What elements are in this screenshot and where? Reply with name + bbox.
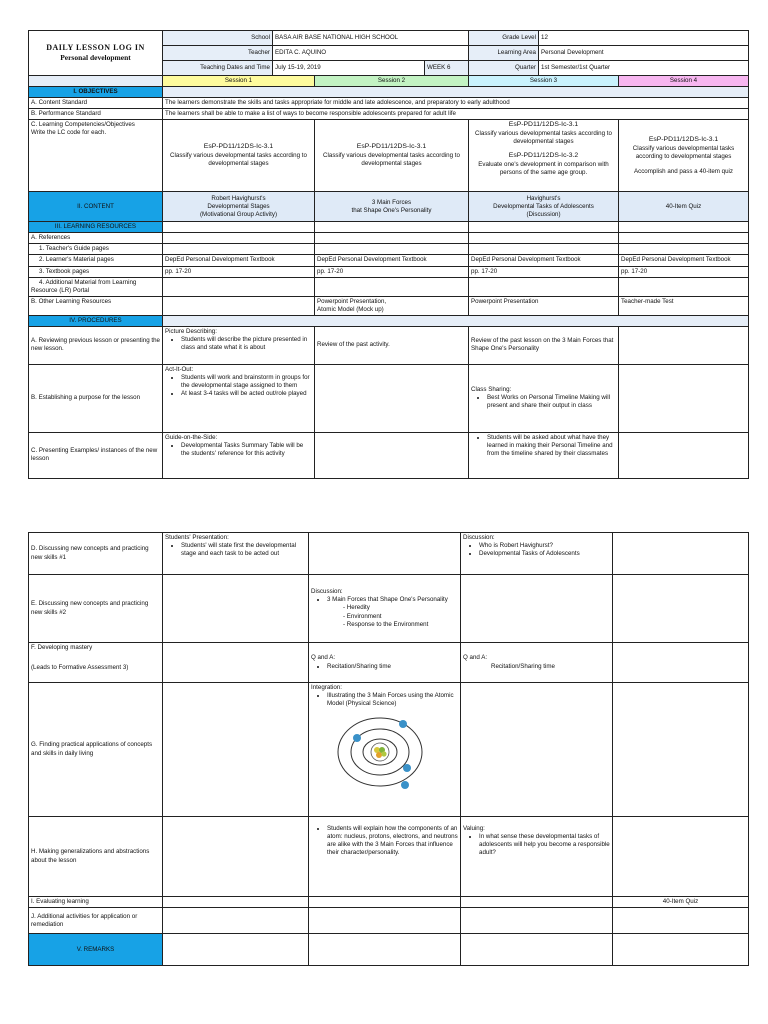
proc-h-s3-item: • In what sense these developmental tasks of adolescents will help you become a responsible adult?	[479, 833, 610, 857]
proc-e-s2-item: • 3 Main Forces that Shape One's Personality	[327, 596, 458, 604]
s2-content	[315, 192, 469, 222]
am-blank-1	[163, 277, 315, 296]
proc-g-s4	[613, 683, 749, 817]
competencies-label-2: Write the LC code for each.	[31, 129, 107, 137]
s1-lc-code: EsP-PD11/12DS-Ic-3.1	[203, 143, 274, 151]
competencies-label-1: C. Learning Competencies/Objectives	[31, 121, 135, 129]
proc-h-label: H. Making generalizations and abstractions about the lesson	[29, 817, 163, 897]
proc-b-s4	[619, 364, 749, 432]
proc-a-s2: Review of the past activity.	[315, 326, 469, 364]
proc-f-s2-item: • Recitation/Sharing time	[327, 663, 458, 671]
s1-competency	[163, 120, 315, 192]
proc-j-s1	[163, 908, 309, 934]
res-blank-4	[619, 222, 749, 233]
res-blank-1	[163, 222, 315, 233]
proc-d-s1	[163, 533, 309, 575]
week-value: WEEK 6	[425, 61, 469, 76]
additional-material-label	[29, 277, 163, 296]
proc-a-s1-item: • Students will describe the picture presented in class and state what it is about	[181, 336, 312, 352]
proc-f-s3-title: Q and A:	[463, 654, 488, 662]
am-blank-3	[469, 277, 619, 296]
competencies-label	[29, 120, 163, 192]
proc-e-s1	[163, 575, 309, 643]
proc-b-s1-title: Act-It-Out:	[165, 365, 194, 373]
grade-label: Grade Level	[469, 31, 539, 46]
tg-blank-1	[163, 244, 315, 255]
ref-blank-4	[619, 233, 749, 244]
proc-h-s3-title: Valuing:	[463, 825, 485, 832]
proc-g-s1	[163, 683, 309, 817]
proc-j-s2	[309, 908, 461, 934]
lesson-log-table-top	[28, 30, 749, 479]
proc-f-s2	[309, 643, 461, 683]
or-s2	[315, 296, 469, 315]
resources-heading: III. LEARNING RESOURCES	[29, 222, 163, 233]
proc-f-s2-title: Q and A:	[311, 654, 336, 662]
proc-h-s3	[461, 817, 613, 897]
proc-c-label: C. Presenting Examples/ instances of the new lesson	[29, 432, 163, 478]
remarks-s1	[163, 934, 309, 966]
area-value: Personal Development	[539, 46, 749, 61]
title-line-1: DAILY LESSON LOG IN	[46, 42, 145, 52]
proc-e-s2	[309, 575, 461, 643]
s2-lc-text: Classify various developmental tasks according to developmental stages	[323, 152, 460, 168]
s3-content-line-1: Havighurst's	[526, 194, 561, 202]
proc-g-label: G. Finding practical applications of concepts and skills in daily living	[29, 683, 163, 817]
remarks-s3	[461, 934, 613, 966]
tp-s2: pp. 17-20	[315, 266, 469, 277]
proc-b-s3-item: • Best Works on Personal Timeline Making will present and share their output in class	[487, 394, 616, 410]
tp-s3: pp. 17-20	[469, 266, 619, 277]
proc-h-s1	[163, 817, 309, 897]
teacher-value: EDITA C. AQUINO	[273, 46, 469, 61]
performance-standard-label: B. Performance Standard	[29, 109, 163, 120]
proc-b-s1	[163, 364, 315, 432]
session-1-header: Session 1	[163, 76, 315, 87]
additional-line-1: 4. Additional Material from Learning	[39, 278, 137, 286]
s1-content	[163, 192, 315, 222]
or-s2-line-2: Atomic Model (Mock up)	[317, 305, 384, 313]
or-s4: Teacher-made Test	[619, 296, 749, 315]
proc-i-s1	[163, 897, 309, 908]
proc-d-s1-title: Students' Presentation:	[165, 534, 229, 541]
proc-c-s3-item: • Students will be asked about what have they learned in making their Personal Timeline and from the timeline shared by their classmates	[487, 434, 616, 458]
remarks-s2	[309, 934, 461, 966]
proc-i-s2	[309, 897, 461, 908]
session-2-header: Session 2	[315, 76, 469, 87]
quarter-value: 1st Semester/1st Quarter	[539, 61, 749, 76]
am-blank-2	[315, 277, 469, 296]
proc-d-s1-item: • Students' will state first the developmental stage and each task to be acted out	[181, 542, 306, 558]
proc-f-s3	[461, 643, 613, 683]
proc-d-s2	[309, 533, 461, 575]
content-standard-label: A. Content Standard	[29, 98, 163, 109]
proc-d-s3-title: Discussion:	[463, 534, 495, 541]
proc-i-label: I. Evaluating learning	[29, 897, 163, 908]
proc-i-s4: 40-Item Quiz	[613, 897, 749, 908]
proc-f-label-1: F. Developing mastery	[31, 644, 93, 651]
tg-blank-4	[619, 244, 749, 255]
remarks-s4	[613, 934, 749, 966]
proc-d-label: D. Discussing new concepts and practicing new skills #1	[29, 533, 163, 575]
proc-j-s3	[461, 908, 613, 934]
proc-e-s2-sub-2: - Environment	[343, 613, 458, 621]
proc-c-s1-title: Guide-on-the-Side:	[165, 433, 218, 441]
s3-competency	[469, 120, 619, 192]
proc-f-s3-item: Recitation/Sharing time	[491, 662, 555, 670]
proc-i-s3	[461, 897, 613, 908]
lesson-log-table-bottom	[28, 532, 749, 966]
performance-standard-text: The learners shall be able to make a list of ways to become responsible adolescents prepared for adult life	[163, 109, 749, 120]
proc-c-s1-item: • Developmental Tasks Summary Table will be the students' reference for this activity	[181, 442, 312, 458]
tg-blank-2	[315, 244, 469, 255]
lm-s2: DepEd Personal Development Textbook	[315, 255, 469, 266]
procedures-blank	[163, 315, 749, 326]
proc-d-s4	[613, 533, 749, 575]
proc-e-s4	[613, 575, 749, 643]
lesson-log-page-2	[28, 532, 748, 966]
proc-g-s2-title: Integration:	[311, 684, 342, 691]
proc-c-s2	[315, 432, 469, 478]
lm-s3: DepEd Personal Development Textbook	[469, 255, 619, 266]
teachers-guide-label: 1. Teacher's Guide pages	[29, 244, 163, 255]
tp-s4: pp. 17-20	[619, 266, 749, 277]
other-resources-label: B. Other Learning Resources	[29, 296, 163, 315]
dates-value: July 15-19, 2019	[273, 61, 425, 76]
s4-competency	[619, 120, 749, 192]
proc-c-s4	[619, 432, 749, 478]
proc-b-label: B. Establishing a purpose for the lesson	[29, 364, 163, 432]
session-4-header: Session 4	[619, 76, 749, 87]
ref-blank-2	[315, 233, 469, 244]
content-heading: II. CONTENT	[29, 192, 163, 222]
objectives-heading: I. OBJECTIVES	[29, 87, 163, 98]
proc-h-s4	[613, 817, 749, 897]
s4-lc-text: Classify various developmental tasks according to developmental stages	[632, 144, 735, 160]
proc-h-s2	[309, 817, 461, 897]
proc-b-s3	[469, 364, 619, 432]
learners-material-label: 2. Learner's Material pages	[29, 255, 163, 266]
s2-competency	[315, 120, 469, 192]
s1-content-line-1: Robert Havighurst's	[211, 194, 266, 202]
teacher-label: Teacher	[163, 46, 273, 61]
s4-content: 40-Item Quiz	[619, 192, 749, 222]
s2-content-line-1: 3 Main Forces	[371, 198, 412, 206]
proc-d-s3	[461, 533, 613, 575]
dates-label: Teaching Dates and Time	[163, 61, 273, 76]
s4-lc-text-2: Accomplish and pass a 40-item quiz	[633, 167, 734, 175]
proc-g-s3	[461, 683, 613, 817]
proc-j-s4	[613, 908, 749, 934]
s3-lc-text-2: Evaluate one's development in comparison with persons of the same age group.	[478, 161, 609, 177]
procedures-heading: IV. PROCEDURES	[29, 315, 163, 326]
proc-b-s2	[315, 364, 469, 432]
proc-d-s3-item-2: • Developmental Tasks of Adolescents	[479, 550, 610, 558]
proc-g-s2-item: • Illustrating the 3 Main Forces using the Atomic Model (Physical Science)	[327, 692, 458, 708]
lm-s1: DepEd Personal Development Textbook	[163, 255, 315, 266]
school-value: BASA AIR BASE NATIONAL HIGH SCHOOL	[273, 31, 469, 46]
lesson-log-page-1	[28, 30, 748, 479]
proc-f-label	[29, 643, 163, 683]
proc-a-s3: Review of the past lesson on the 3 Main Forces that Shape One's Personality	[469, 326, 619, 364]
s2-content-line-2: that Shape One's Personality	[351, 206, 432, 214]
objectives-blank	[163, 87, 749, 98]
res-blank-3	[469, 222, 619, 233]
proc-j-label: J. Additional activities for application or remediation	[29, 908, 163, 934]
proc-b-s3-title: Class Sharing:	[471, 386, 512, 394]
proc-a-s1-title: Picture Describing:	[165, 327, 217, 335]
s1-content-line-2: Developmental Stages	[207, 202, 270, 210]
or-blank-1	[163, 296, 315, 315]
proc-f-s4	[613, 643, 749, 683]
proc-c-s3	[469, 432, 619, 478]
s3-content-line-2: Developmental Tasks of Adolescents	[493, 202, 594, 210]
proc-h-s2-item: • Students will explain how the components of an atom: nucleus, protons, electrons, and neutrons are alike with the 3 Main Forces that influence their character/personality.	[327, 825, 458, 857]
proc-a-label: A. Reviewing previous lesson or presenting the new lesson.	[29, 326, 163, 364]
s1-content-line-3: (Motivational Group Activity)	[199, 210, 278, 218]
proc-e-s2-sub-1: - Heredity	[343, 604, 458, 612]
quarter-label: Quarter	[469, 61, 539, 76]
proc-b-s1-item-1: • Students will work and brainstorm in groups for the developmental stage assigned to them	[181, 374, 312, 390]
proc-e-s3	[461, 575, 613, 643]
tp-s1: pp. 17-20	[163, 266, 315, 277]
remarks-heading: V. REMARKS	[29, 934, 163, 966]
proc-b-s1-item-2: • At least 3-4 tasks will be acted out/role played	[181, 390, 312, 398]
proc-e-s2-title: Discussion:	[311, 588, 343, 596]
log-title	[29, 31, 163, 76]
s3-content-line-3: (Discussion)	[526, 210, 561, 218]
am-blank-4	[619, 277, 749, 296]
or-s3: Powerpoint Presentation	[469, 296, 619, 315]
proc-d-s3-item-1: • Who is Robert Havighurst?	[479, 542, 610, 550]
textbook-pages-label: 3. Textbook pages	[29, 266, 163, 277]
additional-line-2: Resource (LR) Portal	[31, 286, 90, 294]
res-blank-2	[315, 222, 469, 233]
proc-g-s2	[309, 683, 461, 817]
area-label: Learning Area	[469, 46, 539, 61]
proc-e-label: E. Discussing new concepts and practicing new skills #2	[29, 575, 163, 643]
s1-lc-text: Classify various developmental tasks according to developmental stages	[170, 152, 307, 168]
lm-s4: DepEd Personal Development Textbook	[619, 255, 749, 266]
s4-lc-code: EsP-PD11/12DS-Ic-3.1	[648, 135, 719, 143]
tg-blank-3	[469, 244, 619, 255]
s3-lc-text-1: Classify various developmental tasks according to developmental stages	[475, 130, 612, 146]
s3-lc-code-2: EsP-PD11/12DS-Ic-3.2	[508, 152, 579, 160]
proc-f-label-2: (Leads to Formative Assessment 3)	[31, 664, 129, 672]
proc-e-s2-sub-3: - Response to the Environment	[343, 621, 458, 629]
ref-blank-1	[163, 233, 315, 244]
session-label-blank	[29, 76, 163, 87]
or-s2-line-1: Powerpoint Presentation,	[317, 297, 387, 305]
s3-lc-code-1: EsP-PD11/12DS-Ic-3.1	[508, 121, 579, 129]
content-standard-text: The learners demonstrate the skills and tasks appropriate for middle and late adolescence, and preparatory to early adulthood	[163, 98, 749, 109]
grade-value: 12	[539, 31, 749, 46]
session-3-header: Session 3	[469, 76, 619, 87]
proc-a-s1	[163, 326, 315, 364]
s3-content	[469, 192, 619, 222]
ref-blank-3	[469, 233, 619, 244]
proc-f-s1	[163, 643, 309, 683]
school-label: School	[163, 31, 273, 46]
title-line-2: Personal development	[60, 53, 131, 63]
s2-lc-code: EsP-PD11/12DS-Ic-3.1	[356, 143, 427, 151]
proc-a-s4	[619, 326, 749, 364]
references-label: A. References	[29, 233, 163, 244]
proc-c-s1	[163, 432, 315, 478]
atomic-model-icon	[335, 712, 425, 792]
